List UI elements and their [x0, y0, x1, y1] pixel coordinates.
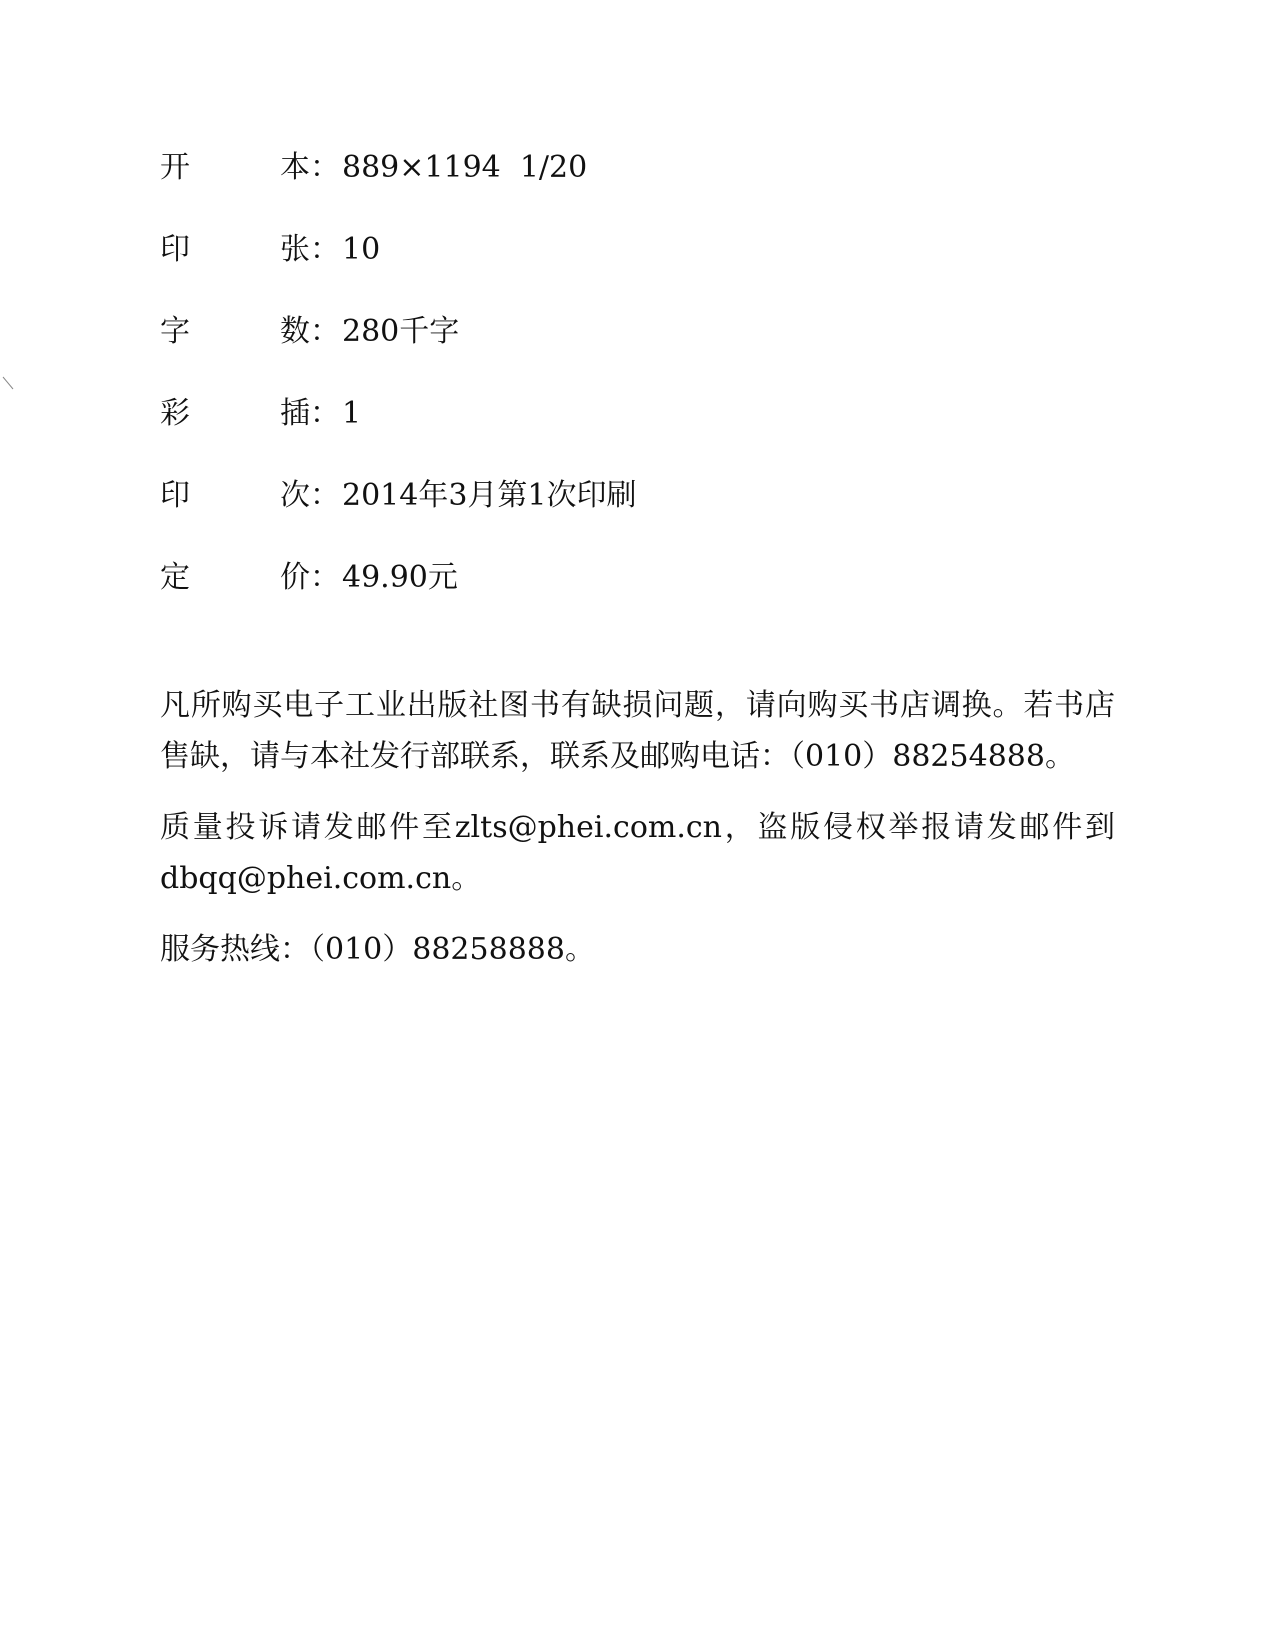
spec-label	[160, 478, 310, 514]
spec-label	[160, 396, 310, 432]
spec-colon: ：	[310, 560, 340, 595]
spec-label-first: 印	[160, 478, 190, 513]
spec-label-second: 本	[280, 150, 310, 185]
publisher-notice	[160, 680, 1115, 995]
spec-colon: ：	[310, 232, 340, 267]
spec-label-second: 张	[280, 232, 310, 267]
spec-label-second: 插	[280, 396, 310, 431]
spec-value-word-count: 280千字	[342, 314, 460, 349]
spec-label-second: 数	[280, 314, 310, 349]
spec-row-printing	[160, 478, 860, 560]
spec-row-color-inserts	[160, 396, 860, 478]
spec-label-first: 彩	[160, 396, 190, 431]
spec-colon: ：	[310, 314, 340, 349]
service-hotline: 服务热线：（010）88258888。	[160, 932, 595, 967]
spec-label-second: 价	[280, 560, 310, 595]
spec-colon: ：	[310, 396, 340, 431]
spec-value-printing: 2014年3月第1次印刷	[342, 478, 637, 513]
spec-label	[160, 314, 310, 350]
book-spec-list	[160, 150, 860, 642]
spec-label	[160, 150, 310, 186]
spec-label	[160, 560, 310, 596]
spec-label-first: 字	[160, 314, 190, 349]
spec-label-first: 开	[160, 150, 190, 185]
spec-row-word-count	[160, 314, 860, 396]
defect-exchange-notice: 凡所购买电子工业出版社图书有缺损问题，请向购买书店调换。若书店售缺，请与本社发行部联系，联系及邮购电话：（010）88254888。	[160, 688, 1115, 774]
spec-value-price: 49.90元	[342, 560, 458, 595]
spec-row-sheets	[160, 232, 860, 314]
spec-row-format	[160, 150, 860, 232]
complaint-email-notice: 质量投诉请发邮件至zlts@phei.com.cn，盗版侵权举报请发邮件到dbqq@phei.com.cn。	[160, 810, 1115, 896]
spec-label-first: 印	[160, 232, 190, 267]
spec-value-format: 889×1194 1/20	[342, 150, 588, 185]
spec-colon: ：	[310, 478, 340, 513]
spec-label-first: 定	[160, 560, 190, 595]
spec-row-price	[160, 560, 860, 642]
spec-label	[160, 232, 310, 268]
spec-colon: ：	[310, 150, 340, 185]
spec-label-second: 次	[280, 478, 310, 513]
spec-value-sheets: 10	[342, 232, 381, 267]
spec-value-color-inserts: 1	[342, 396, 362, 431]
margin-mark-icon	[1, 376, 15, 390]
